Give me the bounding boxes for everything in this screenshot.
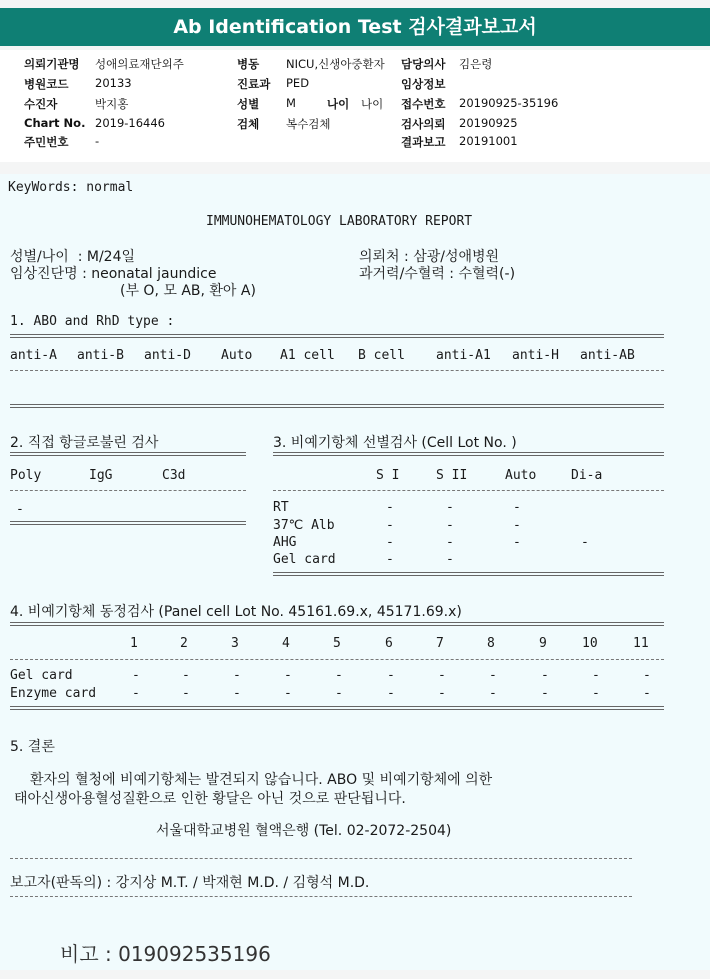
request-label: 검사의뢰 — [401, 117, 446, 131]
panel-number: 1 — [130, 636, 138, 651]
screen-cell: - — [446, 518, 454, 533]
panel-number: 9 — [539, 636, 547, 651]
screen-cell: - — [581, 535, 589, 550]
history: 과거력/수혈력 : 수혈력(-) — [359, 266, 516, 282]
abo-header: anti-AB — [580, 348, 635, 363]
keywords: KeyWords: normal — [8, 180, 134, 195]
panel-row-label: Enzyme card — [10, 686, 97, 701]
receiver-value: 박지홍 — [95, 97, 129, 111]
section2-title: 2. 직접 항글로불린 검사 — [10, 435, 159, 451]
panel-number: 7 — [436, 636, 444, 651]
age-label: 나이 — [327, 97, 350, 111]
abo-header: anti-B — [77, 348, 124, 363]
panel-cell: - — [233, 668, 241, 683]
rule — [273, 452, 664, 456]
panel-cell: - — [284, 668, 292, 683]
panel-cell: - — [541, 686, 549, 701]
panel-number: 8 — [487, 636, 495, 651]
panel-cell: - — [643, 668, 651, 683]
accession-label: 접수번호 — [401, 97, 446, 111]
section4-title: 4. 비예기항체 동정검사 (Panel cell Lot No. 45161.69.x, 45171.69.x) — [10, 604, 462, 620]
panel-cell: - — [489, 668, 497, 683]
rule — [10, 490, 246, 491]
doctor-label: 담당의사 — [401, 57, 446, 71]
report-heading: IMMUNOHEMATOLOGY LABORATORY REPORT — [206, 214, 473, 229]
rule — [10, 370, 664, 371]
dept-label: 진료과 — [237, 77, 271, 91]
screen-cell: - — [513, 518, 521, 533]
abo-header: Auto — [221, 348, 253, 363]
hospital-code-value: 20133 — [95, 76, 132, 90]
screen-cell: - — [386, 535, 394, 550]
rule — [273, 572, 664, 576]
conclusion-line2: 태아신생아용혈성질환으로 인한 황달은 아닌 것으로 판단됩니다. — [14, 791, 406, 807]
rule — [10, 706, 664, 710]
screen-cell: - — [513, 500, 521, 515]
panel-cell: - — [335, 668, 343, 683]
abo-header: A1 cell — [280, 348, 335, 363]
sex-age: 성별/나이 : M/24일 — [10, 249, 136, 265]
panel-number: 5 — [333, 636, 341, 651]
section1-title: 1. ABO and RhD type : — [10, 314, 175, 329]
panel-cell: - — [541, 668, 549, 683]
result-value: 20191001 — [459, 134, 518, 148]
screen-row-label: Gel card — [273, 552, 336, 567]
dept-value: PED — [286, 76, 310, 90]
remark: 비고 : 019092535196 — [60, 942, 271, 966]
specimen-label: 검체 — [237, 117, 260, 131]
rule — [10, 896, 632, 897]
panel-cell: - — [438, 686, 446, 701]
abo-header: B cell — [358, 348, 405, 363]
rule — [273, 490, 664, 491]
panel-number: 6 — [385, 636, 393, 651]
screen-cell: - — [446, 552, 454, 567]
screen-header: S II — [436, 468, 468, 483]
screen-row-label: AHG — [273, 535, 297, 550]
ward-label: 병동 — [237, 57, 260, 71]
screen-cell: - — [386, 518, 394, 533]
panel-cell: - — [233, 686, 241, 701]
resident-label: 주민번호 — [24, 135, 69, 149]
panel-number: 11 — [633, 636, 649, 651]
abo-header: anti-A — [10, 348, 57, 363]
rule — [10, 858, 632, 859]
result-label: 결과보고 — [401, 135, 446, 149]
panel-cell: - — [387, 668, 395, 683]
panel-cell: - — [182, 686, 190, 701]
abo-header: anti-A1 — [436, 348, 491, 363]
specimen-value: 복수검체 — [286, 117, 331, 131]
conclusion-line1: 환자의 혈청에 비예기항체는 발견되지 않습니다. ABO 및 비예기항체에 의한 — [30, 772, 493, 788]
panel-cell: - — [387, 686, 395, 701]
request-value: 20190925 — [459, 116, 518, 130]
header-info-panel — [0, 50, 710, 162]
panel-cell: - — [643, 686, 651, 701]
panel-number: 2 — [180, 636, 188, 651]
rule — [10, 404, 664, 408]
report-title: Ab Identification Test 검사결과보고서 — [0, 8, 710, 46]
panel-cell: - — [438, 668, 446, 683]
dat-header: C3d — [162, 468, 186, 483]
chart-value: 2019-16446 — [95, 116, 165, 130]
resident-value: - — [95, 134, 100, 148]
screen-cell: - — [446, 535, 454, 550]
accession-value: 20190925-35196 — [459, 96, 559, 110]
panel-cell: - — [132, 668, 140, 683]
rule — [10, 521, 246, 525]
rule — [10, 622, 664, 626]
screen-header: Auto — [505, 468, 537, 483]
section5-title: 5. 결론 — [10, 739, 55, 755]
hospital-code-label: 병원코드 — [24, 77, 69, 91]
parents-abo: (부 O, 모 AB, 환아 A) — [120, 283, 256, 299]
section3-title: 3. 비예기항체 선별검사 (Cell Lot No. ) — [273, 435, 517, 451]
institution-label: 의뢰기관명 — [24, 57, 80, 71]
screen-cell: - — [386, 500, 394, 515]
rule — [10, 452, 246, 456]
panel-cell: - — [182, 668, 190, 683]
dat-value: - — [16, 502, 24, 517]
screen-cell: - — [386, 552, 394, 567]
panel-cell: - — [592, 668, 600, 683]
panel-number: 10 — [582, 636, 598, 651]
diagnosis: 임상진단명 : neonatal jaundice — [10, 266, 217, 282]
panel-row-label: Gel card — [10, 668, 73, 683]
rule — [10, 659, 664, 660]
receiver-label: 수진자 — [24, 97, 58, 111]
screen-row-label: 37℃ Alb — [273, 518, 335, 533]
panel-number: 4 — [282, 636, 290, 651]
age-value: 나이 — [361, 97, 384, 111]
abo-header: anti-H — [512, 348, 559, 363]
panel-cell: - — [335, 686, 343, 701]
institution-value: 성애의료재단외주 — [95, 57, 184, 71]
blood-bank: 서울대학교병원 혈액은행 (Tel. 02-2072-2504) — [156, 823, 452, 839]
abo-header: anti-D — [144, 348, 191, 363]
panel-cell: - — [132, 686, 140, 701]
ward-value: NICU,신생아중환자 — [286, 57, 385, 71]
doctor-value: 김은령 — [459, 57, 493, 71]
panel-cell: - — [284, 686, 292, 701]
clinical-label: 임상정보 — [401, 77, 446, 91]
sex-label: 성별 — [237, 97, 260, 111]
sex-value: M — [286, 96, 296, 110]
reporter: 보고자(판독의) : 강지상 M.T. / 박재현 M.D. / 김형석 M.D. — [10, 875, 370, 891]
chart-label: Chart No. — [24, 116, 86, 130]
panel-cell: - — [592, 686, 600, 701]
rule — [10, 334, 664, 338]
screen-cell: - — [513, 535, 521, 550]
panel-number: 3 — [231, 636, 239, 651]
panel-cell: - — [489, 686, 497, 701]
screen-header: Di-a — [571, 468, 603, 483]
screen-row-label: RT — [273, 500, 289, 515]
lab-report — [0, 174, 710, 970]
screen-cell: - — [446, 500, 454, 515]
screen-header: S I — [376, 468, 400, 483]
dat-header: Poly — [10, 468, 42, 483]
dat-header: IgG — [89, 468, 113, 483]
referral: 의뢰처 : 삼광/성애병원 — [359, 249, 500, 265]
